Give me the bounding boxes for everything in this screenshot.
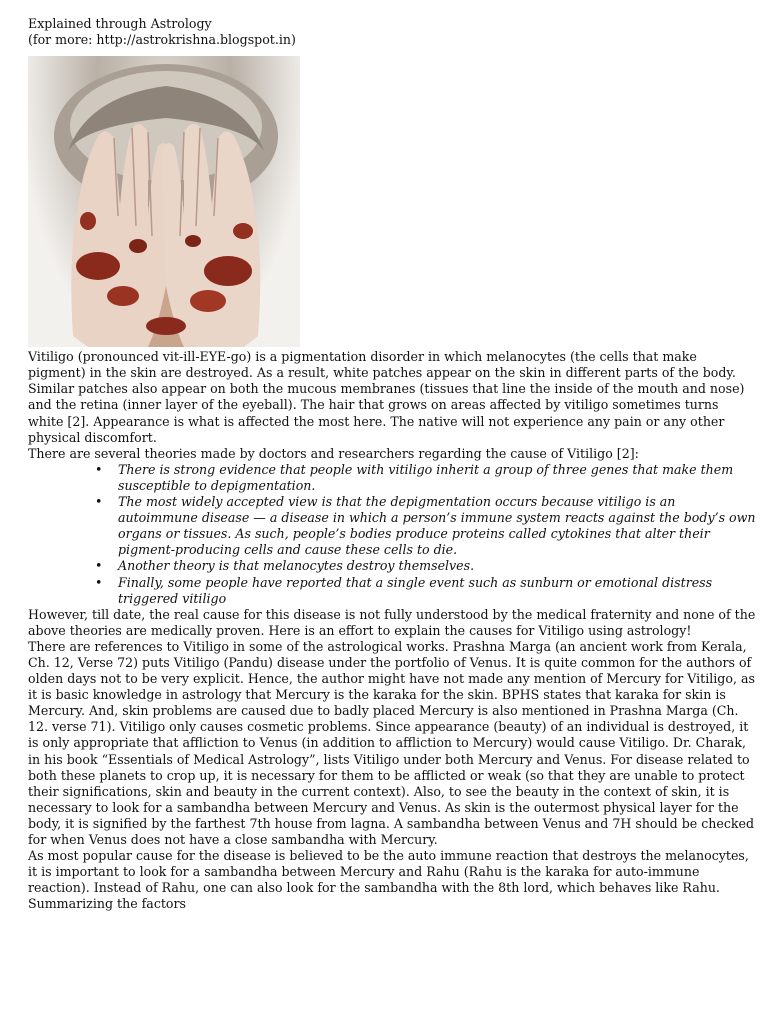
list-item: • There is strong evidence that people with vitiligo inherit a group of three genes that make them susceptible to depigmentation. xyxy=(118,462,756,494)
vitiligo-photo xyxy=(28,56,300,347)
document-page xyxy=(28,16,756,912)
theories-list xyxy=(28,462,756,607)
uncertainty-paragraph: However, till date, the real cause for this disease is not fully understood by the medical fraternity and none of the above theories are medically proven. Here is an effort to explain the causes for Vitiligo using astrology! xyxy=(28,606,756,638)
summary-heading: Summarizing the factors xyxy=(28,896,186,912)
list-item: • Another theory is that melanocytes destroy themselves. xyxy=(118,558,756,574)
document-title: Explained through Astrology xyxy=(28,16,212,31)
theories-intro: There are several theories made by doctors and researchers regarding the cause of Vitiligo [2]: xyxy=(28,445,639,461)
auto-immune-paragraph: As most popular cause for the disease is believed to be the auto immune reaction that destroys the melanocytes, it is important to look for a sambandha between Mercury and Rahu (Rahu is the karaka for auto-immune reaction). Instead of Rahu, one can also look for the sambandha with the 8th lord, which behaves like Rahu. xyxy=(28,848,749,896)
face-covered-by-hands-icon xyxy=(28,56,300,347)
astrology-references-paragraph: There are references to Vitiligo in some of the astrological works. Prashna Marga (an ancient work from Kerala, Ch. 12, Verse 72) puts Vitiligo (Pandu) disease under the portfolio of Venus. It is quite common for the authors of olden days not to be very explicit. Hence, the author might have not made any mention of Mercury for Vitiligo, as it is basic knowledge in astrology that Mercury is the karaka for the skin. BPHS states that karaka for skin is Mercury. And, skin problems are caused due to badly placed Mercury is also mentioned in Prashna Marga (Ch. 12. verse 71). Vitiligo only causes cosmetic problems. Since appearance (beauty) of an individual is destroyed, it is only appropriate that affliction to Venus (in addition to affliction to Mercury) would cause Vitiligo. Dr. Charak, in his book “Essentials of Medical Astrology”, lists Vitiligo under both Mercury and Venus. For disease related to both these planets to crop up, it is necessary for them to be afflicted or weak (so that they are unable to protect their significations, skin and beauty in the current context). Also, to see the beauty in the context of skin, it is necessary to look for a sambandha between Mercury and Venus. As skin is the outermost physical layer for the body, it is signified by the farthest 7th house from lagna. A sambandha between Venus and 7H should be checked for when Venus does not have a close sambandha with Mercury. xyxy=(28,638,755,847)
intro-paragraph: Vitiligo (pronounced vit-ill-EYE-go) is a pigmentation disorder in which melanocytes (the cells that make pigment) in the skin are destroyed. As a result, white patches appear on the skin in different parts of the body. Similar patches also appear on both the mucous membranes (tissues that line the inside of the mouth and nose) and the retina (inner layer of the eyeball). The hair that grows on areas affected by vitiligo sometimes turns white [2]. Appearance is what is affected the most here. The native will not experience any pain or any other physical discomfort. xyxy=(28,349,745,445)
source-link[interactable]: (for more: http://astrokrishna.blogspot.in) xyxy=(28,32,296,48)
list-item: • The most widely accepted view is that the depigmentation occurs because vitiligo is an autoimmune disease — a disease in which a person’s immune system reacts against the body’s own organs or tissues. As such, people’s bodies produce proteins called cytokines that alter their pigment-producing cells and cause these cells to die. xyxy=(118,494,756,558)
list-item: • Finally, some people have reported that a single event such as sunburn or emotional distress triggered vitiligo xyxy=(118,575,756,607)
